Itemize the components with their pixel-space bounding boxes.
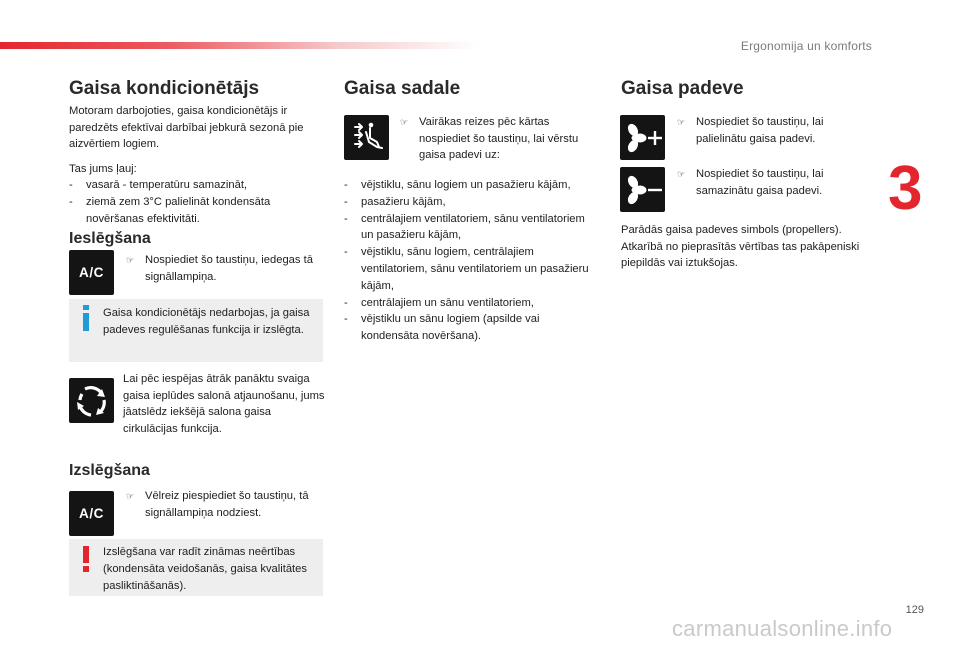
warning-note-text: Izslēgšana var radīt zināmas neērtības (kondensāta veidošanās, gaisa kvalitātes pasliktināšanās).	[103, 546, 307, 592]
ac-title: Gaisa kondicionētājs	[69, 78, 260, 99]
list-item: - centrālajiem un sānu ventilatoriem,	[344, 295, 600, 312]
chapter-number: 3	[888, 154, 923, 223]
info-icon	[81, 305, 91, 331]
fan-increase-text: Nospiediet šo taustiņu, lai palielinātu gaisa padevi.	[696, 116, 824, 145]
page-number: 129	[905, 604, 924, 616]
pointing-hand-icon: ☞	[126, 491, 135, 501]
ac-on-instruction	[126, 252, 326, 285]
pointing-hand-icon: ☞	[126, 255, 135, 265]
ac-intro: Motoram darbojoties, gaisa kondicionētājs ir paredzēts efektīvai darbībai jebkurā sezonā pie aizvērtiem logiem.	[69, 105, 304, 151]
recirculation-icon	[75, 384, 109, 418]
list-item: - vasarā - temperatūru samazināt,	[69, 177, 331, 194]
recirculation-button	[69, 378, 114, 423]
list-item: - vējstiklu, sānu logiem, centrālajiem ventilatoriem, sānu ventilatoriem un pasažieru kājām,	[344, 244, 600, 294]
warning-icon	[81, 546, 91, 572]
recirculation-text: Lai pēc iespējas ātrāk panāktu svaiga gaisa ieplūdes salonā atjaunošanu, jums jāatslēdz iekšējā salona gaisa cirkulācijas funkcija.	[123, 373, 325, 435]
pointing-hand-icon: ☞	[400, 117, 409, 127]
air-flow-footer-text: Parādās gaisa padeves simbols (propellers). Atkarībā no pieprasītās vērtības tas pakāpeniski piepildās vai iztukšojas.	[621, 224, 860, 270]
air-distribution-instruction	[400, 114, 600, 164]
header-accent-bar	[0, 42, 480, 49]
section-header: Ergonomija un komforts	[740, 39, 872, 53]
watermark: carmanualsonline.info	[672, 616, 893, 641]
list-item: - vējstiklu, sānu logiem un pasažieru kājām,	[344, 177, 600, 194]
air-flow-title: Gaisa padeve	[621, 78, 744, 99]
info-note	[69, 299, 323, 362]
ac-icon-label: A/C	[78, 265, 105, 280]
ac-on-button	[69, 250, 114, 295]
fan-plus-icon	[623, 122, 663, 154]
air-distribution-button	[344, 115, 389, 160]
ac-allows-label: Tas jums ļauj:	[69, 163, 137, 175]
air-distribution-title: Gaisa sadale	[344, 78, 461, 99]
list-item: - vējstiklu un sānu logiem (apsilde vai kondensāta novēršana).	[344, 311, 600, 345]
air-distribution-text: Vairākas reizes pēc kārtas nospiediet šo taustiņu, lai vērstu gaisa padevi uz:	[419, 116, 579, 162]
air-distribution-list	[344, 177, 600, 345]
ac-icon-label: A/C	[78, 506, 105, 521]
ac-off-text: Vēlreiz piespiediet šo taustiņu, tā signāllampiņa nodziest.	[145, 490, 309, 519]
fan-increase-instruction	[677, 114, 867, 147]
list-item: - centrālajiem ventilatoriem, sānu ventilatoriem un pasažieru kājām,	[344, 211, 600, 245]
ac-off-instruction	[126, 488, 326, 521]
ac-off-title: Izslēgšana	[69, 462, 150, 479]
ac-allows-list	[69, 177, 331, 227]
fan-increase-button	[620, 115, 665, 160]
pointing-hand-icon: ☞	[677, 117, 686, 127]
warning-note	[69, 539, 323, 596]
info-note-text: Gaisa kondicionētājs nedarbojas, ja gaisa padeves regulēšanas funkcija ir izslēgta.	[103, 307, 310, 336]
list-item: - ziemā zem 3°C palielināt kondensāta novēršanas efektivitāti.	[69, 194, 331, 228]
ac-on-title: Ieslēgšana	[69, 230, 151, 247]
ac-on-text: Nospiediet šo taustiņu, iedegas tā signāllampiņa.	[145, 254, 313, 283]
pointing-hand-icon: ☞	[677, 169, 686, 179]
fan-minus-icon	[623, 174, 663, 206]
seat-airflow-icon	[349, 120, 385, 156]
fan-decrease-instruction	[677, 166, 867, 199]
fan-decrease-text: Nospiediet šo taustiņu, lai samazinātu gaisa padevi.	[696, 168, 824, 197]
list-item: - pasažieru kājām,	[344, 194, 600, 211]
ac-off-button	[69, 491, 114, 536]
fan-decrease-button	[620, 167, 665, 212]
